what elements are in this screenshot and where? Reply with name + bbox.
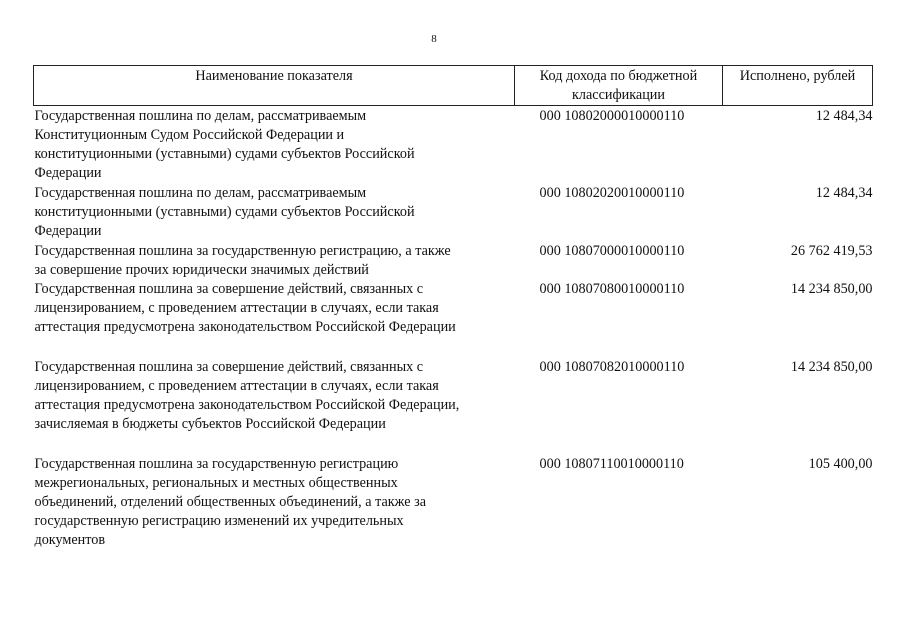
- indicator-name-cell: Государственная пошлина за государственную регистрацию, а также за совершение прочих юридически значимых действий: [34, 243, 451, 278]
- indicator-name-cell: Государственная пошлина по делам, рассматриваемым конституционными (уставными) судами субъектов Российской Федерации: [34, 185, 415, 239]
- indicator-name-cell: Государственная пошлина за государственную регистрацию межрегиональных, региональных и местных общественных объединений, отделений общественных объединений, а также за государственную регистрацию изменений их учредительных документов: [34, 456, 427, 548]
- executed-amount-cell: 14 234 850,00: [790, 359, 873, 375]
- table-row: [34, 106, 873, 185]
- revenue-table: [33, 65, 873, 555]
- table-row: [34, 455, 873, 555]
- revenue-code-cell: 000 10807110010000110: [539, 456, 684, 472]
- revenue-code-cell: 000 10807000010000110: [539, 243, 685, 259]
- header-indicator-name: Наименование показателя: [34, 66, 515, 106]
- page-number: 8: [431, 33, 437, 45]
- table-row: [34, 242, 873, 280]
- table-row: [34, 358, 873, 455]
- revenue-code-cell: 000 10807080010000110: [539, 281, 685, 297]
- revenue-code-cell: 000 10807082010000110: [539, 359, 685, 375]
- executed-amount-cell: 26 762 419,53: [790, 243, 873, 259]
- table-row: [34, 184, 873, 242]
- indicator-name-cell: Государственная пошлина за совершение действий, связанных с лицензированием, с проведением аттестации в случаях, если такая аттестация предусмотрена законодательством Российской Федерации: [34, 281, 456, 335]
- indicator-name-cell: Государственная пошлина по делам, рассматриваемым Конституционным Судом Российской Федерации и конституционными (уставными) судами субъектов Российской Федерации: [34, 108, 415, 181]
- header-executed-amount: Исполнено, рублей: [723, 66, 873, 106]
- table-header-row: [34, 66, 873, 106]
- revenue-code-cell: 000 10802000010000110: [539, 108, 685, 124]
- executed-amount-cell: 12 484,34: [815, 185, 873, 201]
- table-row: [34, 280, 873, 358]
- executed-amount-cell: 12 484,34: [815, 108, 873, 124]
- revenue-code-cell: 000 10802020010000110: [539, 185, 685, 201]
- header-revenue-code: Код дохода по бюджетной классификации: [515, 66, 723, 106]
- executed-amount-cell: 105 400,00: [808, 456, 873, 472]
- indicator-name-cell: Государственная пошлина за совершение действий, связанных с лицензированием, с проведением аттестации в случаях, если такая аттестация предусмотрена законодательством Российской Федерации, зачисляемая в бюджеты субъектов Российской Федерации: [34, 359, 460, 432]
- executed-amount-cell: 14 234 850,00: [790, 281, 873, 297]
